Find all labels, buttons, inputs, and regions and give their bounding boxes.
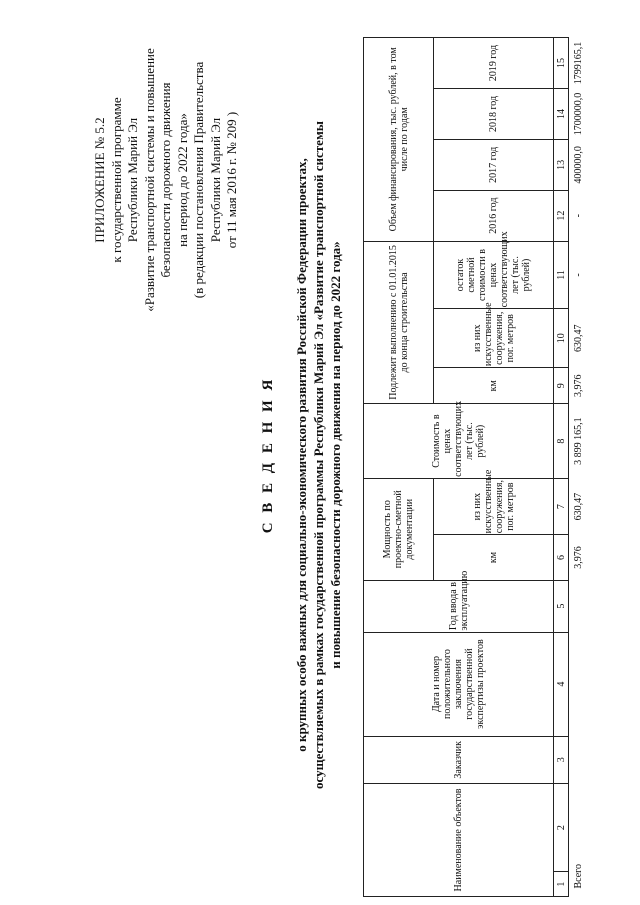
header-2016: 2016 год [434,190,554,241]
column-number: 6 [554,535,569,580]
column-number: 7 [554,478,569,535]
header-year: Год ввода в эксплуатацию [364,580,554,632]
document-title [260,35,344,875]
title-subtitle-line: осуществляемых в рамках государственной программы Республики Марий Эл «Развитие транспортной системы [311,121,326,789]
header-cap-km: км [434,535,554,580]
header-financing: Объем финансирования, тыс. рублей, в том числе по годам [364,38,434,242]
header-expertise: Дата и номер положительного заключения государственной экспертизы проектов [364,632,554,736]
header-todo-art: из них искусственные сооружения, пог. метров [434,309,554,368]
annex-line: от 11 мая 2016 г. № 209 ) [224,111,239,249]
total-2018: 1700000,0 [572,92,584,136]
annex-line: Республики Марий Эл [125,117,140,243]
total-todo-km: 3,976 [572,374,584,397]
header-todo-km: км [434,368,554,404]
column-number: 12 [554,190,569,241]
header-capacity: Мощность по проектно-сметной документации [364,478,434,580]
total-todo-rest: - [572,273,584,277]
column-number: 15 [554,38,569,89]
column-number: 10 [554,309,569,368]
total-todo-art: 630,47 [572,324,584,353]
header-2018: 2018 год [434,89,554,140]
title-subtitle-line: и повышение безопасности дорожного движения на период до 2022 года» [328,241,343,669]
header-2017: 2017 год [434,139,554,190]
column-number: 14 [554,89,569,140]
column-number: 9 [554,368,569,404]
column-number: 1 [554,872,569,897]
annex-line: «Развитие транспортной системы и повышение [141,48,157,312]
annex-line: безопасности дорожного движения [158,82,173,278]
projects-table [363,37,587,897]
total-cap-km: 3,976 [572,546,584,569]
header-todo-rest: остаток сметной стоимости в ценах соответствующих лет (тыс. рублей) [434,241,554,309]
column-number: 5 [554,580,569,632]
annex-line: на период до 2022 года» [174,113,190,247]
total-cap-art: 630,47 [572,492,584,521]
column-numbers-row [554,38,569,897]
header-cost: Стоимость в ценах соответствующих лет (тыс. рублей) [364,404,554,479]
column-number: 3 [554,736,569,783]
header-todo: Подлежит выполнению с 01.01.2015 до конца строительства [364,241,434,404]
header-customer: Заказчик [364,736,554,783]
total-2016: - [572,213,584,218]
total-row [569,38,588,897]
total-label: Всего [572,863,584,889]
annex-line: ПРИЛОЖЕНИЕ № 5.2 [92,117,107,243]
column-number: 11 [554,241,569,309]
annex-line: (в редакции постановления Правительства [191,61,206,299]
header-row [364,38,434,897]
column-number: 8 [554,404,569,479]
title-subtitle-line: о крупных особо важных для социально-экономического развития Российской Федерации проектах, [294,158,309,752]
header-name: Наименование объектов [364,784,554,897]
annex-line: Республики Марий Эл [207,117,223,243]
title-heading: С В Е Д Е Н И Я [260,376,276,534]
column-number: 13 [554,139,569,190]
total-2019: 1799165,1 [572,41,584,85]
header-2019: 2019 год [434,38,554,89]
column-number: 4 [554,632,569,736]
column-number: 2 [554,784,569,872]
annex-header [92,45,241,315]
annex-line: к государственной программе [108,97,124,263]
total-cost: 3 899 165,1 [572,417,584,465]
header-cap-art: из них искусственные сооружения, пог. метров [434,478,554,535]
total-2017: 400000,0 [572,146,584,184]
